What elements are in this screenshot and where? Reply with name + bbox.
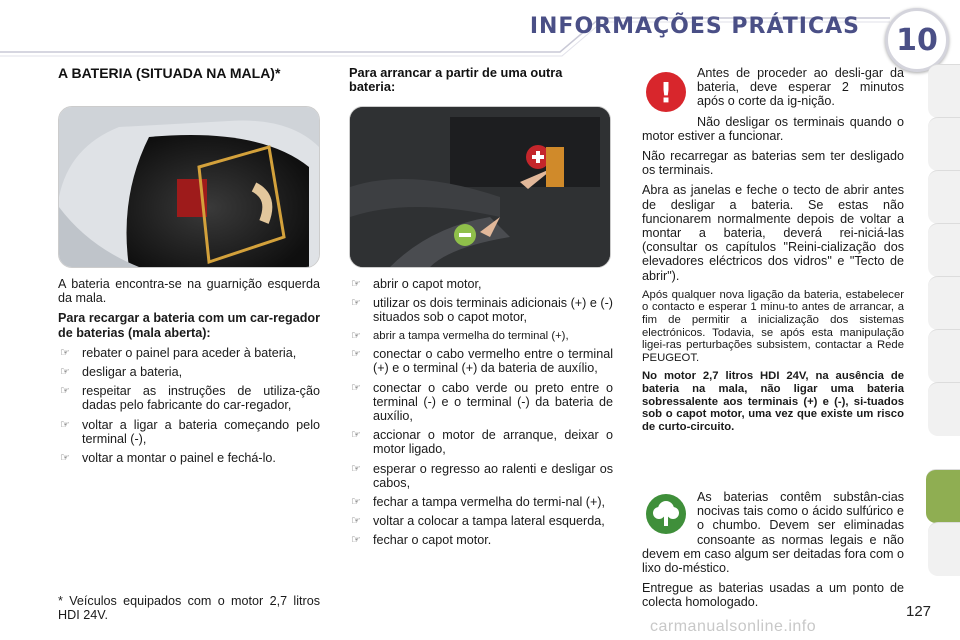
chapter-badge (885, 8, 949, 72)
pointing-hand-icon: ☞ (351, 515, 361, 528)
list-item: ☞ utilizar os dois terminais adicionais (+) e (-) situados sob o capot motor, (351, 296, 613, 325)
chapter-tabs (928, 64, 960, 594)
list-item: ☞ rebater o painel para aceder à bateria, (60, 345, 297, 360)
trunk-photo (58, 106, 320, 268)
list-item: ☞ desligar a bateria, (60, 365, 183, 380)
pointing-hand-icon: ☞ (351, 348, 361, 361)
pointing-hand-icon: ☞ (351, 496, 361, 509)
footnote-text: * Veículos equipados com o motor 2,7 litros HDI 24V. (58, 594, 320, 623)
pointing-hand-icon: ☞ (351, 297, 361, 310)
list-item: ☞ conectar o cabo vermelho entre o terminal (+) e o terminal (+) da bateria de auxílio, (351, 347, 613, 376)
list-item: ☞ voltar a ligar a bateria começando pelo terminal (-), (60, 417, 320, 446)
pointing-hand-icon: ☞ (60, 346, 70, 359)
chapter-tab-6[interactable] (928, 329, 960, 383)
list-item: ☞ accionar o motor de arranque, deixar o motor ligado, (351, 428, 613, 457)
footnote (58, 594, 320, 628)
chapter-tab-1[interactable] (928, 64, 960, 118)
column-3 (642, 66, 904, 439)
recharge-subheading: Para recargar a bateria com um car-regador de baterias (mala aberta): (58, 311, 320, 340)
pointing-hand-icon: ☞ (60, 366, 70, 379)
column-1 (58, 66, 320, 91)
warning-text-3: Abra as janelas e feche o tecto de abrir antes de desligar a bateria. Se estas não funcionarem normalmente depois de voltar a montar a bateria, deverá rei-niciá-las (consultar os capítulos "Reini-cialização dos elevadores eléctricos dos vidros" e "Tecto de abrir"). (642, 183, 904, 283)
list-item: ☞ voltar a colocar a tampa lateral esquerda, (351, 514, 605, 529)
list-item: ☞ conectar o cabo verde ou preto entre o terminal (-) e o terminal (-) da bateria de auxílio, (351, 380, 613, 424)
warning-text-2: Não recarregar as baterias sem ter desligado os terminais. (642, 149, 904, 178)
pointing-hand-icon: ☞ (351, 329, 361, 342)
warning-text-5: No motor 2,7 litros HDI 24V, na ausência de bateria na mala, não ligar uma bateria sobressalente aos terminais (+) e (-), si-tuados sob o capot motor, uma vez que existe um risco de curto-circuito. (642, 370, 904, 433)
chapter-tab-5[interactable] (928, 276, 960, 330)
environment-note (642, 490, 904, 616)
warning-intro-text: Antes de proceder ao desli-gar da bateria, deve esperar 2 minutos após o corte da ig-nição. (697, 66, 904, 109)
column-1-text (58, 277, 320, 470)
pointing-hand-icon: ☞ (351, 278, 361, 290)
pointing-hand-icon: ☞ (60, 385, 70, 398)
jumpstart-steps-list (349, 277, 613, 548)
pointing-hand-icon: ☞ (351, 534, 361, 547)
list-item: ☞ abrir a tampa vermelha do terminal (+), (351, 329, 569, 342)
pointing-hand-icon: ☞ (60, 418, 70, 431)
pointing-hand-icon: ☞ (351, 462, 361, 475)
list-item: ☞ voltar a montar o painel e fechá-lo. (60, 451, 276, 466)
section-heading-jumpstart: Para arrancar a partir de uma outra bateria: (349, 65, 563, 94)
warning-text-1: Não desligar os terminais quando o motor estiver a funcionar. (642, 114, 904, 143)
recharge-steps-list (58, 346, 320, 465)
list-item: ☞ fechar a tampa vermelha do termi-nal (+), (351, 495, 606, 510)
section-heading-battery: A BATERIA (SITUADA NA MALA)* (58, 65, 281, 81)
environment-text-2: Entregue as baterias usadas a um ponto de colecta homologado. (642, 581, 904, 610)
battery-location-text: A bateria encontra-se na guarnição esquerda da mala. (58, 277, 320, 306)
chapter-tab-9[interactable] (928, 522, 960, 576)
warning-icon: ! (646, 72, 686, 112)
list-item: ☞ respeitar as instruções de utiliza-ção dadas pelo fabricante do car-regador, (60, 384, 320, 413)
watermark: carmanualsonline.info (650, 618, 817, 635)
page-title: INFORMAÇÕES PRÁTICAS (529, 14, 860, 39)
pointing-hand-icon: ☞ (351, 381, 361, 394)
pointing-hand-icon: ☞ (60, 452, 70, 465)
chapter-tab-4[interactable] (928, 223, 960, 277)
chapter-tab-active[interactable] (926, 469, 960, 523)
warning-text-4: Após qualquer nova ligação da bateria, estabelecer o contacto e esperar 1 minu-to antes de arrancar, a fim de permitir a inicialização dos sistemas electrónicos. Todavia, se após esta manipulação ligei-ras perturbações subsistem, contactar a Rede PEUGEOT. (642, 288, 904, 364)
list-item: ☞ abrir o capot motor, (351, 277, 482, 291)
column-2 (349, 66, 611, 94)
page-number: 127 (906, 603, 932, 620)
chapter-tab-7[interactable] (928, 382, 960, 436)
list-item: ☞ esperar o regresso ao ralenti e desligar os cabos, (351, 461, 613, 490)
pointing-hand-icon: ☞ (351, 429, 361, 442)
chapter-tab-2[interactable] (928, 117, 960, 171)
engine-bay-photo (349, 106, 611, 268)
chapter-number: 10 (896, 22, 938, 58)
page-header (0, 0, 960, 58)
column-2-text (349, 277, 613, 553)
environment-text: As baterias contêm substân-cias nocivas tais como o ácido sulfúrico e o chumbo. Devem ser eliminadas consoante as normas legais e não devem em caso algum ser deitadas fora com o lixo do-méstico. (642, 490, 904, 576)
list-item: ☞ fechar o capot motor. (351, 533, 492, 548)
chapter-tab-3[interactable] (928, 170, 960, 224)
